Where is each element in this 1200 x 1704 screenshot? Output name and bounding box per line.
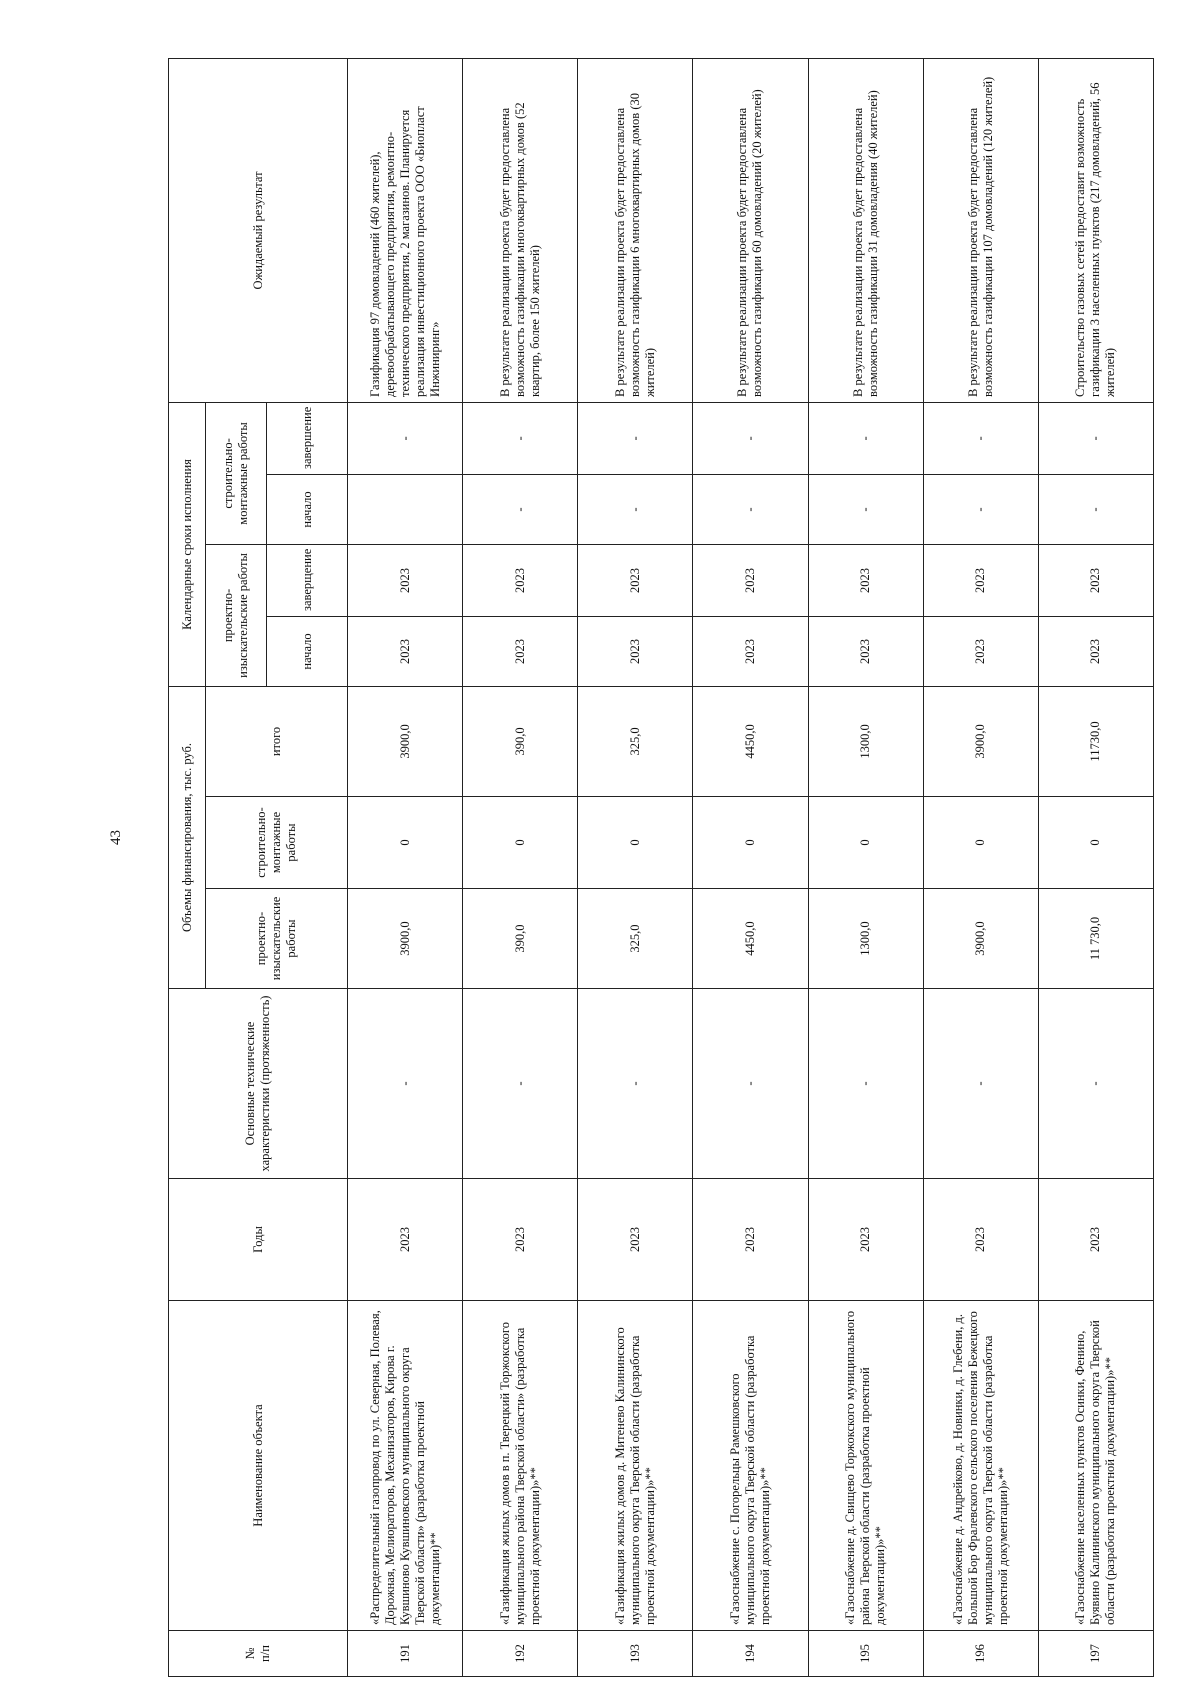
header-construction-end: завершение <box>267 402 348 474</box>
row-design-end: 2023 <box>693 544 808 616</box>
row-construction-start: - <box>578 474 693 544</box>
row-design-end: 2023 <box>348 544 463 616</box>
row-tech: - <box>693 989 808 1179</box>
row-construction-start: - <box>923 474 1038 544</box>
row-object-name: «Распределительный газопровод по ул. Северная, Полевая, Дорожная, Мелиораторов, Механизаторов, Кирова г. Кувшиново Кувшиновского муниципального округа Тверской области» (разработка проектной документации)** <box>348 1301 463 1631</box>
row-year: 2023 <box>348 1179 463 1301</box>
row-total-funding: 3900,0 <box>923 686 1038 796</box>
row-tech: - <box>578 989 693 1179</box>
table-row <box>808 58 923 1676</box>
row-construction-end: - <box>1038 402 1153 474</box>
row-expected-result: Газификация 97 домовладений (460 жителей), деревообрабатывающего предприятия, ремонтно-технического предприятия, 2 магазинов. Планируется реализация инвестиционного проекта ООО «Биопласт Инжиниринг» <box>348 58 463 402</box>
row-design-funding: 3900,0 <box>923 889 1038 989</box>
row-construction-start: - <box>693 474 808 544</box>
row-design-start: 2023 <box>693 616 808 686</box>
header-funding-design: проектно-изыскательские работы <box>206 889 348 989</box>
row-year: 2023 <box>1038 1179 1153 1301</box>
row-design-end: 2023 <box>923 544 1038 616</box>
header-schedule: Календарные сроки исполнения <box>169 402 206 686</box>
row-num: 194 <box>693 1631 808 1677</box>
row-num: 193 <box>578 1631 693 1677</box>
row-expected-result: В результате реализации проекта будет предоставлена возможность газификации 107 домовладений (120 жителей) <box>923 58 1038 402</box>
row-design-funding: 3900,0 <box>348 889 463 989</box>
row-construction-start: - <box>808 474 923 544</box>
row-year: 2023 <box>693 1179 808 1301</box>
row-design-end: 2023 <box>578 544 693 616</box>
header-schedule-design: проектно-изыскательские работы <box>206 544 267 686</box>
row-tech: - <box>1038 989 1153 1179</box>
row-year: 2023 <box>923 1179 1038 1301</box>
row-expected-result: В результате реализации проекта будет предоставлена возможность газификации 6 многоквартирных домов (30 жителей) <box>578 58 693 402</box>
row-construction-start <box>348 474 463 544</box>
row-construction-funding: 0 <box>463 797 578 889</box>
row-tech: - <box>348 989 463 1179</box>
row-design-end: 2023 <box>463 544 578 616</box>
row-total-funding: 1300,0 <box>808 686 923 796</box>
row-construction-end: - <box>808 402 923 474</box>
row-tech: - <box>463 989 578 1179</box>
header-funding: Объемы финансирования, тыс. руб. <box>169 686 206 988</box>
row-construction-end: - <box>923 402 1038 474</box>
row-expected-result: Строительство газовых сетей предоставит возможность газификации 3 населенных пунктов (217 домовладений, 56 жителей) <box>1038 58 1153 402</box>
header-funding-construction: строительно-монтажные работы <box>206 797 348 889</box>
row-design-funding: 11 730,0 <box>1038 889 1153 989</box>
row-year: 2023 <box>808 1179 923 1301</box>
row-construction-end: - <box>463 402 578 474</box>
table-row <box>1038 58 1153 1676</box>
row-tech: - <box>923 989 1038 1179</box>
row-construction-funding: 0 <box>578 797 693 889</box>
header-schedule-construction: строительно-монтажные работы <box>206 402 267 544</box>
header-design-start: начало <box>267 616 348 686</box>
table-row <box>578 58 693 1676</box>
gasification-objects-table <box>168 58 1154 1677</box>
header-funding-total: итого <box>206 686 348 796</box>
row-design-start: 2023 <box>1038 616 1153 686</box>
row-object-name: «Газоснабжение с. Погорельцы Рамешковского муниципального округа Тверской области (разработка проектной документации)»** <box>693 1301 808 1631</box>
row-total-funding: 3900,0 <box>348 686 463 796</box>
row-construction-start: - <box>463 474 578 544</box>
row-construction-funding: 0 <box>808 797 923 889</box>
row-design-start: 2023 <box>463 616 578 686</box>
rotated-table-sheet <box>168 59 1154 1677</box>
row-design-funding: 390,0 <box>463 889 578 989</box>
row-total-funding: 390,0 <box>463 686 578 796</box>
row-year: 2023 <box>463 1179 578 1301</box>
table-row <box>923 58 1038 1676</box>
row-construction-end: - <box>578 402 693 474</box>
header-tech: Основные технические характеристики (протяженность) <box>169 989 348 1179</box>
row-total-funding: 325,0 <box>578 686 693 796</box>
row-expected-result: В результате реализации проекта будет предоставлена возможность газификации 31 домовладения (40 жителей) <box>808 58 923 402</box>
table-row <box>463 58 578 1676</box>
header-design-end: заверщение <box>267 544 348 616</box>
row-design-start: 2023 <box>808 616 923 686</box>
row-object-name: «Газоснабжение населенных пунктов Осинки, Фенино, Буявино Калининского муниципального округа Тверской области (разработка проектной документации)»** <box>1038 1301 1153 1631</box>
row-num: 195 <box>808 1631 923 1677</box>
row-design-funding: 325,0 <box>578 889 693 989</box>
table-row <box>348 58 463 1676</box>
row-construction-funding: 0 <box>693 797 808 889</box>
row-total-funding: 11730,0 <box>1038 686 1153 796</box>
row-construction-funding: 0 <box>923 797 1038 889</box>
row-construction-end: - <box>348 402 463 474</box>
row-design-start: 2023 <box>923 616 1038 686</box>
row-design-end: 2023 <box>808 544 923 616</box>
page-number: 43 <box>108 830 124 845</box>
row-construction-start: - <box>1038 474 1153 544</box>
header-years: Годы <box>169 1179 348 1301</box>
table-row <box>693 58 808 1676</box>
header-result: Ожидаемый результат <box>169 58 348 402</box>
row-design-funding: 1300,0 <box>808 889 923 989</box>
header-name: Наименование объекта <box>169 1301 348 1631</box>
row-object-name: «Газификация жилых домов в п. Тверецкий Торжокского муниципального района Тверской области» (разработка проектной документации)»** <box>463 1301 578 1631</box>
row-object-name: «Газификация жилых домов д. Митенево Калининского муниципального округа Тверской области (разработка проектной документации)»** <box>578 1301 693 1631</box>
row-object-name: «Газоснабжение д. Свищево Торжокского муниципального района Тверской области (разработка проектной документации)»** <box>808 1301 923 1631</box>
row-design-start: 2023 <box>348 616 463 686</box>
row-num: 192 <box>463 1631 578 1677</box>
row-expected-result: В результате реализации проекта будет предоставлена возможность газификации многоквартирных домов (52 квартир, более 150 жителей) <box>463 58 578 402</box>
row-total-funding: 4450,0 <box>693 686 808 796</box>
row-design-end: 2023 <box>1038 544 1153 616</box>
row-design-funding: 4450,0 <box>693 889 808 989</box>
row-design-start: 2023 <box>578 616 693 686</box>
row-tech: - <box>808 989 923 1179</box>
row-num: 196 <box>923 1631 1038 1677</box>
row-construction-end: - <box>693 402 808 474</box>
row-object-name: «Газоснабжение д. Андрейково, д. Новинки, д. Глебени, д. Большой Бор Фралевского сельского поселения Бежецкого муниципального округа Тверской области (разработка проектной документации)»** <box>923 1301 1038 1631</box>
row-construction-funding: 0 <box>1038 797 1153 889</box>
row-year: 2023 <box>578 1179 693 1301</box>
header-num: № п/п <box>169 1631 348 1677</box>
header-construction-start: начало <box>267 474 348 544</box>
row-expected-result: В результате реализации проекта будет предоставлена возможность газификации 60 домовладений (20 жителей) <box>693 58 808 402</box>
row-num: 197 <box>1038 1631 1153 1677</box>
row-construction-funding: 0 <box>348 797 463 889</box>
row-num: 191 <box>348 1631 463 1677</box>
